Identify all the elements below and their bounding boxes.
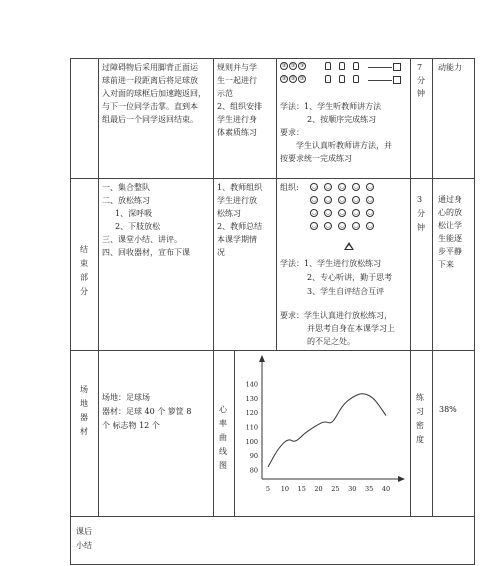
teacher-line: 示范 xyxy=(217,89,233,98)
teacher-line: 体素质练习 xyxy=(217,128,257,137)
equipment-text: 器材：足球 40 个 箩筐 8 xyxy=(102,407,192,416)
chart-label-char: 率 xyxy=(219,419,227,428)
x-tick-label: 15 xyxy=(297,485,306,493)
requirement-line: 要求：学生认真进行放松练习， xyxy=(280,311,392,320)
goal-line: 心的放 xyxy=(438,208,462,217)
student-icon: ◡ xyxy=(367,222,373,229)
table-border-row1 xyxy=(70,178,475,179)
table-border-row2 xyxy=(70,350,475,351)
student-icon: ◡ xyxy=(311,222,317,229)
cone-icon xyxy=(325,62,331,70)
ball-icon: ③ xyxy=(299,76,305,82)
content-line: 与下一位同学击掌。直到本 xyxy=(102,102,198,111)
x-tick-label: 5 xyxy=(265,485,271,493)
student-icon: ◡ xyxy=(353,196,359,203)
basket-icon xyxy=(393,76,401,84)
col-divider-4 xyxy=(410,58,411,516)
chart-label-char: 曲 xyxy=(219,433,227,442)
section-label-char: 分 xyxy=(80,287,88,296)
ball-icon: ③ xyxy=(281,76,287,82)
summary-label: 课后 xyxy=(76,527,92,536)
col-divider-1 xyxy=(98,58,99,516)
x-axis-arrow-icon xyxy=(398,476,405,482)
x-tick-label: 30 xyxy=(348,485,357,493)
y-tick-label: 100 xyxy=(245,437,258,446)
col-divider-2 xyxy=(213,58,214,516)
teacher-line: 生一起进行 xyxy=(217,76,257,85)
student-icon: ◡ xyxy=(311,209,317,216)
content-line: 四、回收器材，宣布下课 xyxy=(102,248,190,257)
teacher-line: 学生进行身 xyxy=(217,115,257,124)
requirement-label: 要求： xyxy=(280,128,304,137)
teacher-line: 本课学期情 xyxy=(217,235,257,244)
requirement-line: 并思考自身在本课学习上 xyxy=(307,324,395,333)
teacher-line: 1、教师组织 xyxy=(217,183,263,192)
summary-label: 小结 xyxy=(76,541,92,550)
method-line: 3、学生自评结合互评 xyxy=(307,287,385,296)
ball-icon: ③ xyxy=(290,63,296,69)
student-icon: ◡ xyxy=(325,222,331,229)
y-tick-label: 130 xyxy=(245,394,258,403)
section-label-char: 地 xyxy=(80,399,88,408)
basket-icon xyxy=(393,63,401,71)
equipment-text: 个 标志物 12 个 xyxy=(102,421,160,430)
teacher-triangle-inner xyxy=(346,245,352,249)
content-line: 1、深呼吸 xyxy=(115,209,153,218)
student-icon: ◡ xyxy=(339,209,345,216)
student-icon: ◡ xyxy=(367,183,373,190)
content-line: 三、课堂小结、讲评。 xyxy=(102,235,182,244)
cone-icon xyxy=(339,75,345,83)
time-char: 分 xyxy=(417,76,425,85)
content-line: 二、放松练习 xyxy=(102,196,150,205)
student-icon: ◡ xyxy=(311,183,317,190)
density-label-char: 习 xyxy=(416,407,424,416)
table-border-right xyxy=(474,58,475,565)
y-tick-label: 90 xyxy=(249,452,258,461)
section-label-char: 结 xyxy=(80,245,88,254)
time-char: 分 xyxy=(417,209,425,218)
density-label-char: 度 xyxy=(416,435,424,444)
table-border-row3 xyxy=(70,516,475,517)
student-icon: ◡ xyxy=(325,196,331,203)
x-tick-label: 35 xyxy=(365,485,374,493)
organization-label: 组织: xyxy=(280,183,299,192)
requirement-line: 学生认真听教师讲方法，并 xyxy=(296,141,392,150)
x-tick-label: 20 xyxy=(314,485,323,493)
content-line: 球前进一段距离后将足球放 xyxy=(102,76,198,85)
teacher-line: 学生进行放 xyxy=(217,196,257,205)
teacher-line: 2、组织安排 xyxy=(217,102,263,111)
x-tick-label: 40 xyxy=(381,485,391,493)
student-icon: ◡ xyxy=(339,222,345,229)
goal-line: 下来 xyxy=(438,260,454,269)
requirement-line: 按要求统一完成练习 xyxy=(280,154,352,163)
arrow-line-icon xyxy=(368,67,392,68)
heart-rate-curve xyxy=(268,394,386,467)
student-icon: ◡ xyxy=(367,209,373,216)
requirement-line: 的不足之处。 xyxy=(307,337,355,346)
heart-rate-chart xyxy=(238,352,408,512)
density-label-char: 密 xyxy=(416,421,424,430)
table-border-left xyxy=(70,58,71,565)
goal-line: 通过身 xyxy=(438,195,462,204)
teacher-line: 规则并与学 xyxy=(217,63,257,72)
cone-icon xyxy=(325,75,331,83)
section-label-char: 束 xyxy=(80,259,88,268)
y-tick-label: 110 xyxy=(245,423,258,432)
teacher-line: 2、教师总结 xyxy=(217,222,263,231)
goal-line: 松让学 xyxy=(438,221,462,230)
content-line: 2、下肢放松 xyxy=(115,222,161,231)
y-axis-arrow-icon xyxy=(259,355,265,362)
goal-line: 生能逐 xyxy=(438,234,462,243)
teacher-line: 况 xyxy=(217,248,225,257)
venue-text: 场地：足球场 xyxy=(102,393,150,402)
cone-icon xyxy=(339,62,345,70)
cone-icon xyxy=(353,62,359,70)
section-label-char: 部 xyxy=(80,273,88,282)
time-char: 3 xyxy=(417,195,423,204)
section-label-char: 器 xyxy=(80,413,88,422)
method-line: 学法：1、学生听教师讲方法 xyxy=(280,102,382,111)
content-line: 组最后一个同学返回结束。 xyxy=(102,115,198,124)
content-line: 一、集合整队 xyxy=(102,183,150,192)
goal-line: 步平静 xyxy=(438,247,462,256)
chart-label-char: 线 xyxy=(219,447,227,456)
chart-label-char: 图 xyxy=(219,461,227,470)
y-tick-label: 80 xyxy=(249,466,258,475)
col-divider-chart xyxy=(234,350,235,516)
col-divider-3 xyxy=(276,58,277,350)
x-tick-label: 25 xyxy=(331,485,340,493)
arrow-line-icon xyxy=(368,80,392,81)
col-divider-5 xyxy=(432,58,433,516)
y-tick-label: 120 xyxy=(245,409,258,418)
student-icon: ◡ xyxy=(311,196,317,203)
goal-text: 动能力 xyxy=(438,63,462,72)
student-icon: ◡ xyxy=(339,183,345,190)
method-line: 2、专心听讲，勤于思考 xyxy=(307,273,393,282)
teacher-line: 松练习 xyxy=(217,209,241,218)
ball-icon: ③ xyxy=(281,63,287,69)
method-line: 学法：1、学生进行放松练习 xyxy=(280,259,382,268)
chart-label-char: 心 xyxy=(219,405,227,414)
ball-icon: ③ xyxy=(290,76,296,82)
cone-icon xyxy=(353,75,359,83)
time-char: 7 xyxy=(417,63,423,72)
student-icon: ◡ xyxy=(339,196,345,203)
student-icon: ◡ xyxy=(353,222,359,229)
ball-icon: ③ xyxy=(299,63,305,69)
student-icon: ◡ xyxy=(325,183,331,190)
student-icon: ◡ xyxy=(353,183,359,190)
student-icon: ◡ xyxy=(367,196,373,203)
time-char: 钟 xyxy=(417,223,425,232)
y-tick-label: 140 xyxy=(245,380,258,389)
content-line: 入对面的球框后加速跑返回， xyxy=(102,89,206,98)
time-char: 钟 xyxy=(417,89,425,98)
section-label-char: 场 xyxy=(80,385,88,394)
table-border-bottom xyxy=(70,564,475,565)
section-label-char: 材 xyxy=(80,427,88,436)
density-value: 38% xyxy=(439,405,457,414)
x-tick-label: 10 xyxy=(280,485,289,493)
density-label-char: 练 xyxy=(416,393,424,402)
table-border-top xyxy=(70,58,475,59)
student-icon: ◡ xyxy=(325,209,331,216)
method-line: 2、按顺序完成练习 xyxy=(307,115,377,124)
content-line: 过障碍物后采用脚背正面运 xyxy=(102,63,198,72)
student-icon: ◡ xyxy=(353,209,359,216)
